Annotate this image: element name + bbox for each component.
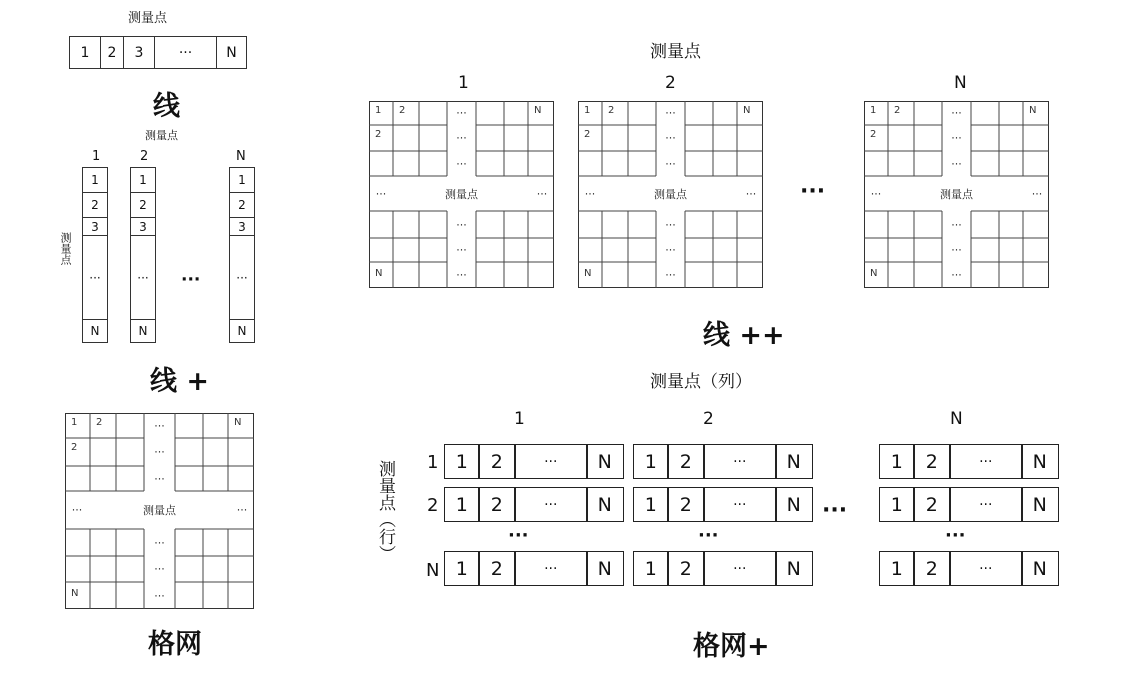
gridplus-cell: N [1021, 487, 1059, 522]
line-cell-3: 3 [123, 36, 155, 69]
lineplus-cell: 3 [82, 217, 108, 236]
lineplusplus-grid-1-ellipsis: ··· [536, 187, 548, 200]
gridplus-row-label-n: N [426, 560, 440, 581]
lineplus-cell: ··· [130, 235, 156, 320]
line-cell-n: N [216, 36, 247, 69]
lineplusplus-grid-3-center-label: 测量点 [940, 187, 973, 201]
lineplusplus-grid-label-n: N [954, 73, 967, 93]
grid-ellipsis: ··· [154, 472, 165, 485]
lineplusplus-grid-3-ellipsis: ··· [951, 218, 962, 231]
gridplus-cell: ··· [514, 551, 588, 586]
gridplus-cell: ··· [949, 487, 1023, 522]
lineplusplus-grid-1-label: 1 [375, 105, 382, 116]
lineplusplus-grid-1 [369, 101, 554, 288]
gridplus-cell: 2 [667, 551, 705, 586]
lineplusplus-grid-2-ellipsis: ··· [584, 187, 596, 200]
grid-label: 2 [96, 417, 103, 428]
gridplus-cell: N [775, 444, 813, 479]
lineplusplus-grid-3-ellipsis: ··· [951, 243, 962, 257]
lineplusplus-grid-3-label: 2 [894, 105, 901, 116]
grid-label: N [71, 588, 79, 599]
gridplus-cell: 1 [879, 487, 915, 522]
gridplus-cell: 2 [667, 444, 705, 479]
lineplusplus-grid-2-label: N [584, 268, 592, 279]
gridplus-cell: 1 [633, 444, 669, 479]
gridplus-cell: ··· [514, 487, 588, 522]
lineplus-cell: N [130, 319, 156, 343]
lineplusplus-grid-1-ellipsis: ··· [456, 268, 467, 282]
line-header: 测量点 [128, 11, 168, 26]
lineplusplus-grid-1-label: N [534, 105, 542, 116]
gridplus-cell: 2 [913, 444, 951, 479]
lineplus-cell: 1 [229, 167, 255, 193]
lineplusplus-grid-1-ellipsis: ··· [456, 218, 467, 231]
grid-ellipsis: ··· [154, 419, 165, 432]
lineplus-cell: 3 [130, 217, 156, 236]
gridplus-cell: 2 [478, 551, 516, 586]
lineplusplus-grid-1-ellipsis: ··· [456, 157, 467, 170]
lineplusplus-grid-2-ellipsis: ··· [745, 187, 757, 200]
lineplusplus-grid-2-label: 1 [584, 105, 591, 116]
gridplus-title: 格网+ [693, 631, 770, 662]
lineplus-cell: ··· [229, 235, 255, 320]
lineplusplus-grid-3-ellipsis: ··· [951, 131, 962, 145]
gridplus-cell: 2 [913, 487, 951, 522]
lineplusplus-grid-2-label: 2 [608, 105, 615, 116]
gridplus-cell: N [775, 551, 813, 586]
gridplus-cell: 1 [633, 487, 669, 522]
lineplus-cell: 2 [82, 192, 108, 218]
lineplus-cell: 1 [130, 167, 156, 193]
gridplus-row-label-1: 1 [427, 452, 439, 473]
grid-ellipsis: ··· [154, 536, 165, 549]
lineplusplus-grid-label-1: 1 [458, 73, 469, 93]
lineplusplus-grid-n [864, 101, 1049, 288]
lineplusplus-grid-3-ellipsis: ··· [951, 106, 962, 120]
lineplusplus-grid-3-label: 2 [870, 129, 877, 140]
gridplus-cell: ··· [703, 487, 777, 522]
lineplusplus-grid-3-label: N [1029, 105, 1037, 116]
grid-ellipsis: ··· [71, 503, 83, 517]
gridplus-cell: 2 [913, 551, 951, 586]
gridplus-cell: 2 [478, 487, 516, 522]
gridplus-cell: ··· [514, 444, 588, 479]
gridplus-row-gap-ellipsis: ··· [945, 525, 966, 546]
lineplusplus-grid-2-ellipsis: ··· [665, 157, 676, 170]
grid-ellipsis: ··· [236, 503, 248, 517]
line-cell-ellipsis: ··· [154, 36, 217, 69]
lineplus-title: 线 + [150, 366, 210, 397]
lineplusplus-grid-2-ellipsis: ··· [665, 106, 676, 120]
lineplusplus-grid-3-ellipsis: ··· [951, 157, 962, 170]
gridplus-cell: N [1021, 444, 1059, 479]
lineplus-cell: 2 [130, 192, 156, 218]
grid-label: N [234, 417, 242, 428]
grid-title: 格网 [148, 629, 202, 660]
lineplusplus-grid-1-ellipsis: ··· [456, 106, 467, 120]
lineplusplus-grid-2-ellipsis: ··· [665, 218, 676, 231]
lineplusplus-grid-1-label: 2 [375, 129, 382, 140]
gridplus-between-ellipsis: ··· [822, 498, 848, 523]
gridplus-row-label-2: 2 [427, 495, 439, 516]
gridplus-side-label: 测量点（行） [375, 460, 395, 562]
lineplus-header: 测量点 [145, 129, 178, 142]
lineplus-cell: N [82, 319, 108, 343]
gridplus-cell: ··· [703, 551, 777, 586]
lineplus-between-ellipsis: ··· [181, 270, 201, 290]
grid-diagram [65, 413, 254, 609]
lineplusplus-grid-1-ellipsis: ··· [375, 187, 387, 200]
grid-label: 1 [71, 417, 78, 428]
gridplus-cell: 1 [444, 487, 480, 522]
lineplusplus-grid-3-ellipsis: ··· [870, 187, 882, 200]
gridplus-cell: N [586, 551, 624, 586]
gridplus-cell: 2 [478, 444, 516, 479]
gridplus-cell: 1 [633, 551, 669, 586]
gridplus-cell: 1 [879, 444, 915, 479]
gridplus-cell: N [586, 444, 624, 479]
lineplusplus-grid-1-ellipsis: ··· [456, 243, 467, 257]
lineplusplus-grid-3-ellipsis: ··· [951, 268, 962, 282]
lineplus-col-label-2: 2 [140, 149, 149, 164]
gridplus-row-gap-ellipsis: ··· [698, 525, 719, 546]
grid-ellipsis: ··· [154, 562, 165, 576]
grid-center-label: 测量点 [143, 504, 176, 517]
lineplusplus-grid-2-center-label: 测量点 [654, 187, 687, 201]
gridplus-col-label-n: N [950, 409, 963, 429]
gridplus-cell: N [586, 487, 624, 522]
line-cell-2: 2 [100, 36, 124, 69]
lineplus-cell: 3 [229, 217, 255, 236]
lineplusplus-grid-3-label: 1 [870, 105, 877, 116]
gridplus-cell: N [775, 487, 813, 522]
lineplus-side-label: 测量点 [59, 232, 72, 265]
line-cell-1: 1 [69, 36, 101, 69]
gridplus-cell: 1 [879, 551, 915, 586]
lineplus-cell: 1 [82, 167, 108, 193]
lineplusplus-grid-1-label: N [375, 268, 383, 279]
gridplus-cell: 2 [667, 487, 705, 522]
lineplus-col-label-1: 1 [92, 149, 101, 164]
gridplus-cell: N [1021, 551, 1059, 586]
lineplusplus-grid-2-label: N [743, 105, 751, 116]
lineplus-cell: N [229, 319, 255, 343]
gridplus-cell: ··· [949, 444, 1023, 479]
lineplus-cell: ··· [82, 235, 108, 320]
gridplus-cell: ··· [703, 444, 777, 479]
lineplusplus-grid-3-ellipsis: ··· [1031, 187, 1043, 200]
gridplus-header: 测量点（列） [650, 372, 752, 392]
lineplus-col-label-n: N [236, 149, 246, 164]
lineplus-cell: 2 [229, 192, 255, 218]
gridplus-col-label-1: 1 [514, 409, 525, 429]
lineplusplus-grid-1-ellipsis: ··· [456, 131, 467, 145]
lineplusplus-grid-2-ellipsis: ··· [665, 131, 676, 145]
gridplus-cell: 1 [444, 551, 480, 586]
lineplusplus-grid-2-label: 2 [584, 129, 591, 140]
grid-label: 2 [71, 442, 78, 453]
line-strip [69, 36, 247, 69]
grid-ellipsis: ··· [154, 445, 165, 459]
lineplusplus-between-ellipsis: ··· [800, 179, 826, 204]
grid-ellipsis: ··· [154, 589, 165, 602]
lineplusplus-grid-label-2: 2 [665, 73, 676, 93]
lineplusplus-grid-2 [578, 101, 763, 288]
lineplusplus-grid-1-label: 2 [399, 105, 406, 116]
gridplus-cell: 1 [444, 444, 480, 479]
lineplusplus-grid-2-ellipsis: ··· [665, 243, 676, 257]
lineplusplus-title: 线 ++ [703, 320, 785, 351]
lineplusplus-grid-1-center-label: 测量点 [445, 187, 478, 201]
gridplus-row-gap-ellipsis: ··· [508, 525, 529, 546]
lineplusplus-grid-2-ellipsis: ··· [665, 268, 676, 282]
line-title: 线 [153, 91, 180, 122]
lineplusplus-grid-3-label: N [870, 268, 878, 279]
lineplusplus-header: 测量点 [650, 42, 701, 62]
gridplus-cell: ··· [949, 551, 1023, 586]
gridplus-col-label-2: 2 [703, 409, 714, 429]
